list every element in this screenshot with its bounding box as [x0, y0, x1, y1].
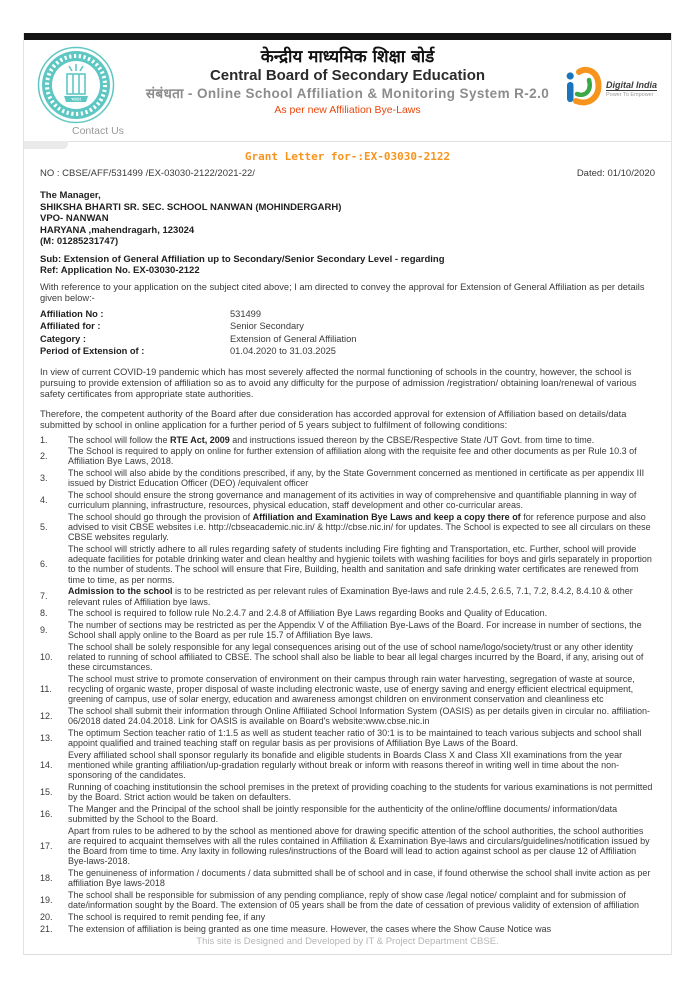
condition-number: 5.	[40, 522, 48, 533]
footer-note: This site is Designed and Developed by IT & Project Department CBSE.	[24, 934, 671, 949]
condition-item	[40, 446, 655, 466]
condition-text: The school should go through the provision of Affiliation and Examination Bye Laws and keep a copy there of for reference purpose and also advised to visit CBSE websites i.e. http://cbseacademic.nic.in/ & http://cbse.nic.in/ for updates. The School is expected to see all circulars on these CBSE websites regularly.	[68, 511, 651, 543]
condition-item	[40, 782, 655, 802]
page-header	[24, 40, 671, 122]
letter-body	[24, 168, 671, 934]
nav-bar	[24, 122, 671, 142]
condition-item	[40, 890, 655, 910]
recipient-line: VPO- NANWAN	[40, 213, 109, 224]
condition-number: 13.	[40, 733, 53, 744]
condition-number: 6.	[40, 559, 48, 570]
svg-text:भारत: भारत	[71, 97, 81, 103]
condition-item	[40, 642, 655, 673]
detail-label: Affiliation No :	[40, 308, 104, 319]
conditions-list	[40, 435, 655, 934]
recipient-address	[40, 190, 655, 248]
condition-number: 14.	[40, 760, 53, 771]
recipient-line: HARYANA ,mahendragarh, 123024	[40, 224, 195, 236]
condition-item	[40, 826, 655, 867]
condition-item	[40, 468, 655, 488]
title-english: Central Board of Secondary Education	[209, 67, 486, 84]
condition-item	[40, 586, 655, 606]
condition-text: The genuineness of information / documents / data submitted shall be of school and in case, if found otherwise the school shall invite action as per affiliation Bye laws-2018	[68, 868, 651, 889]
condition-number: 3.	[40, 473, 48, 484]
condition-number: 1.	[40, 434, 48, 445]
contact-us-link[interactable]: Contact Us	[72, 125, 124, 137]
letter-number: NO : CBSE/AFF/531499 /EX-03030-2122/2021-22/	[40, 168, 255, 179]
top-divider-bar	[24, 33, 671, 40]
condition-item	[40, 608, 655, 618]
condition-item	[40, 674, 655, 705]
detail-label: Category :	[40, 333, 86, 344]
condition-item	[40, 512, 655, 543]
detail-value: 01.04.2020 to 31.03.2025	[230, 346, 336, 356]
letter-date: Dated: 01/10/2020	[576, 168, 655, 179]
subject-line: Sub: Extension of General Affiliation up to Secondary/Senior Secondary Level - regarding	[40, 253, 445, 265]
detail-row	[40, 333, 655, 346]
condition-text: The extension of affiliation is being granted as one time measure. However, the cases where the Show Cause Notice was	[68, 923, 552, 934]
condition-text: Every affiliated school shall sponsor regularly its bonafide and eligible students in Boards Class X and Class XII examinations from the year mentioned while granting affiliation/up-gradation regularly without break or inform with reasons thereof in writing well in time about the non-sponsoring of the candidates.	[68, 749, 623, 781]
condition-number: 8.	[40, 608, 48, 619]
recipient-line: (M: 01285231747)	[40, 236, 119, 247]
condition-item	[40, 868, 655, 888]
reference-line	[40, 168, 655, 179]
condition-number: 17.	[40, 841, 53, 852]
intro-paragraph: With reference to your application on the subject cited above; I am directed to convey the approval for Extension of General Affiliation as per details given below:-	[40, 281, 645, 303]
condition-number: 11.	[40, 684, 52, 695]
condition-text: The school will follow the RTE Act, 2009 and instructions issued thereon by the CBSE/Respective State /UT Govt. from time to time.	[68, 434, 595, 445]
condition-number: 18.	[40, 873, 53, 884]
affiliation-details-table	[40, 308, 655, 358]
detail-value: Extension of General Affiliation	[230, 333, 357, 344]
byelaws-tagline: As per new Affiliation Bye-Laws	[274, 104, 421, 116]
detail-value: 531499	[230, 308, 262, 319]
condition-number: 15.	[40, 787, 53, 798]
condition-item	[40, 706, 655, 726]
detail-row	[40, 345, 655, 358]
condition-text: Admission to the school is to be restricted as per relevant rules of Examination Bye-laws and rule 2.4.5, 2.6.5, 7.1, 7.2, 8.4.2, 8.4.10 & other relevant rules of Affiliation bye laws.	[68, 586, 633, 607]
condition-item	[40, 435, 655, 445]
condition-text: The School is required to apply on online for further extension of affiliation along with the requisite fee and other documents as per Rule 10.3 of Affiliation Bye Laws, 2018.	[68, 446, 637, 467]
condition-item	[40, 750, 655, 781]
condition-item	[40, 544, 655, 585]
condition-text: Apart from rules to be adhered to by the school as mentioned above for drawing specific attention of the school authorities, the school authorities are required to acquaint themselves with all the rules contained in Affiliation & Examination Bye-laws and circulars/guidelines/notification issued by the Board from time to time. Any laxity in following rules/instructions of the Board will lead to action against school as per clause 12 of Affiliation Bye-laws-2018.	[68, 825, 650, 867]
condition-number: 19.	[40, 895, 53, 906]
condition-text: The school is required to remit pending fee, if any	[68, 911, 266, 922]
condition-item	[40, 804, 655, 824]
condition-text: The school should ensure the strong governance and management of its activities in way of comprehensive and quantifiable planning in way of curriculum planning, infrastructure, resources, physical education, staff development and other co-curricular areas.	[68, 490, 637, 511]
condition-text: The Manger and the Principal of the school shall be jointly responsible for the authenticity of the online/offline documents/ information/data submitted by the School to the Board.	[68, 803, 618, 825]
condition-text: The school is required to follow rule No.2.4.7 and 2.4.8 of Affiliation Bye Laws regarding Books and Quality of Education.	[68, 608, 548, 619]
condition-text: The school will strictly adhere to all rules regarding safety of students including Fire fighting and Transportation, etc. Further, school will provide adequate facilities for potable drinking water and clean healthy and hygienic toilets with washing facilities for boys and girls separately in proportion to the number of students. The school will ensure that Fire, Building, health and sanitation and safe drinking water certificates are renewed from time to time, as per norms.	[68, 544, 652, 585]
title-hindi: केन्द्रीय माध्यमिक शिक्षा बोर्ड	[260, 47, 435, 67]
condition-text: The optimum Section teacher ratio of 1:1.5 as well as student teacher ratio of 30:1 is to be maintained to teach various subjects and school shall appoint qualified and trained teaching staff on regular basis as per provisions of Affiliation Bye Laws of the Board.	[68, 727, 642, 749]
grant-letter-document	[23, 33, 672, 955]
digital-india-text	[606, 80, 657, 98]
condition-text: The school must strive to promote conservation of environment on their campus through rain water harvesting, segregation of waste at source, recycling of organic waste, proper disposal of waste including electronic waste, use of energy saving and energy efficient electrical equipment, greening of campus, use of solar energy, education and awareness amongst children on environment conservation and cleanliness etc	[68, 673, 635, 705]
covid-paragraph: In view of current COVID-19 pandemic which has most severely affected the normal functioning of schools in the country, however, the school is pursuing to provide extension of affiliation so as to avoid any difficulty for the purpose of admission /registration/ obtaining loan/renewal of various safety certificates from appropriate state authorities.	[40, 366, 637, 399]
condition-number: 12.	[40, 711, 53, 722]
condition-text: Running of coaching institutionsin the school premises in the pretext of providing coaching to the students for various examinations is not permitted by the Board. Strict action would be taken on defaulters.	[68, 782, 653, 803]
condition-text: The school will also abide by the conditions prescribed, if any, by the State Government concerned as mentioned in certificate as per appendix III issued by District Education Officer (DEO) /equivalent officer	[68, 468, 645, 489]
condition-number: 2.	[40, 451, 48, 462]
condition-item	[40, 490, 655, 510]
condition-number: 7.	[40, 591, 48, 602]
digital-india-icon	[556, 64, 604, 113]
digital-india-tagline: Power To Empower	[605, 91, 654, 98]
subject-reference-block	[40, 254, 655, 277]
condition-number: 4.	[40, 495, 48, 506]
nav-tab-stub	[24, 141, 68, 149]
detail-label: Affiliated for :	[40, 321, 101, 331]
digital-india-logo	[556, 64, 657, 113]
condition-item	[40, 924, 655, 934]
detail-label: Period of Extension of :	[40, 346, 145, 356]
application-ref-line: Ref: Application No. EX-03030-2122	[40, 265, 200, 276]
system-subtitle: संबंधता - Online School Affiliation & Monitoring System R-2.0	[145, 86, 550, 101]
grant-letter-heading: Grant Letter for-:EX-03030-2122	[244, 150, 451, 163]
condition-item	[40, 620, 655, 640]
condition-number: 20.	[40, 911, 53, 922]
detail-row	[40, 320, 655, 333]
condition-number: 9.	[40, 625, 48, 636]
condition-text: The number of sections may be restricted as per the Appendix V of the Affiliation Bye-Laws of the Board. For increase in number of sections, the School shall apply online to the Board as per rule 15.7 of Affiliation Bye laws.	[68, 619, 642, 641]
recipient-line: SHIKSHA BHARTI SR. SEC. SCHOOL NANWAN (MOHINDERGARH)	[40, 201, 342, 213]
condition-number: 21.	[40, 923, 53, 934]
digital-india-name: Digital India	[605, 79, 657, 90]
condition-text: The school shall submit their information through Online Affiliated School Information System (OASIS) as per details given in circular no. affiliation-06/2018 dated 24.04.2018. Link for OASIS is available on Board's website:www.cbse.nic.in	[68, 706, 650, 727]
condition-item	[40, 912, 655, 922]
condition-text: The school shall be responsible for submission of any pending compliance, reply of show case /legal notice/ complaint and for submission of date/information sought by the Board. The extension of 05 years shall be from the date of cessation of previous validity of extension of affiliation	[68, 890, 640, 911]
detail-value: Senior Secondary	[230, 321, 304, 331]
condition-number: 10.	[40, 652, 53, 663]
cbse-logo-icon	[37, 46, 115, 124]
approval-paragraph: Therefore, the competent authority of the Board after due consideration has accorded approval for extension of Affiliation based on details/data submitted by school in online application for a further period of 5 years subject to fulfilment of following conditions:	[40, 408, 627, 430]
condition-text: The school shall be solely responsible for any legal consequences arising out of the use of school name/logo/society/trust or any other identity related to running of school affiliated to CBSE. The school shall also be liable to bear all legal charges incurred by the Board, if any, arising out of these circumstances.	[68, 641, 644, 673]
condition-number: 16.	[40, 809, 53, 819]
condition-item	[40, 728, 655, 748]
recipient-line: The Manager,	[40, 190, 101, 201]
detail-row	[40, 308, 655, 321]
